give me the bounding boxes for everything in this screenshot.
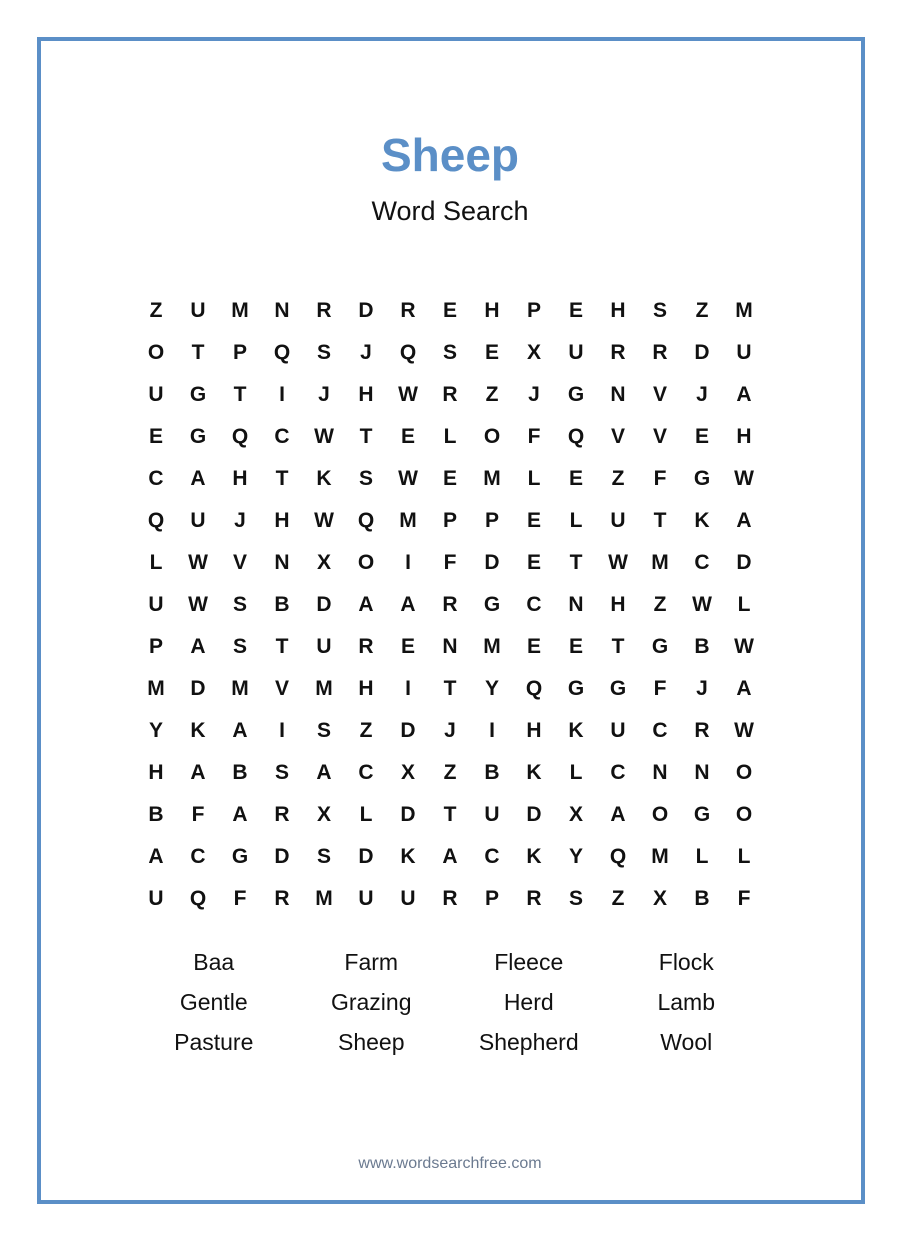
grid-letter[interactable]: I [279, 719, 285, 742]
grid-letter[interactable]: H [610, 593, 626, 616]
grid-letter[interactable]: D [190, 677, 206, 700]
grid-letter[interactable]: A [232, 719, 248, 742]
grid-row [135, 752, 765, 794]
grid-letter[interactable]: M [483, 635, 501, 658]
grid-letter[interactable]: J [696, 677, 708, 700]
grid-letter[interactable]: D [400, 719, 416, 742]
grid-letter[interactable]: E [400, 425, 415, 448]
grid-letter[interactable]: V [232, 551, 247, 574]
grid-letter[interactable]: D [358, 299, 374, 322]
grid-letter[interactable]: C [358, 761, 374, 784]
grid-letter[interactable]: Z [485, 383, 499, 406]
grid-letter[interactable]: K [526, 845, 542, 868]
grid-letter[interactable]: F [233, 887, 247, 910]
grid-letter[interactable]: A [400, 593, 416, 616]
grid-letter[interactable]: G [609, 677, 627, 700]
grid-letter[interactable]: N [652, 761, 668, 784]
grid-letter[interactable]: E [526, 635, 541, 658]
grid-letter[interactable]: G [651, 635, 669, 658]
word-list [135, 942, 765, 1062]
grid-letter[interactable]: O [357, 551, 375, 574]
letter-grid [135, 290, 765, 920]
word-list-item: Lamb [657, 989, 716, 1015]
grid-letter[interactable]: N [274, 299, 290, 322]
grid-letter[interactable]: I [279, 383, 285, 406]
grid-letter[interactable]: V [652, 425, 667, 448]
grid-letter[interactable]: U [610, 719, 626, 742]
grid-row [135, 458, 765, 500]
grid-letter[interactable]: G [567, 677, 585, 700]
grid-letter[interactable]: C [652, 719, 668, 742]
grid-letter[interactable]: U [148, 593, 164, 616]
grid-letter[interactable]: T [569, 551, 583, 574]
grid-letter[interactable]: E [526, 509, 541, 532]
grid-letter[interactable]: G [567, 383, 585, 406]
grid-letter[interactable]: J [528, 383, 540, 406]
grid-letter[interactable]: A [736, 509, 752, 532]
grid-letter[interactable]: S [358, 467, 373, 490]
grid-letter[interactable]: G [189, 383, 207, 406]
grid-letter[interactable]: U [484, 803, 500, 826]
grid-letter[interactable]: X [316, 803, 331, 826]
grid-letter[interactable]: P [442, 509, 457, 532]
grid-letter[interactable]: B [484, 761, 500, 784]
word-list-item: Herd [503, 989, 554, 1015]
word-list-item: Gentle [179, 989, 248, 1015]
grid-letter[interactable]: F [191, 803, 205, 826]
grid-letter[interactable]: T [443, 803, 457, 826]
grid-row [135, 794, 765, 836]
grid-letter[interactable]: D [526, 803, 542, 826]
grid-letter[interactable]: A [610, 803, 626, 826]
grid-letter[interactable]: F [653, 467, 667, 490]
grid-row [135, 710, 765, 752]
grid-letter[interactable]: W [398, 383, 418, 406]
grid-letter[interactable]: T [359, 425, 373, 448]
grid-letter[interactable]: R [358, 635, 374, 658]
grid-letter[interactable]: H [232, 467, 248, 490]
grid-letter[interactable]: B [148, 803, 164, 826]
grid-letter[interactable]: M [231, 677, 249, 700]
grid-letter[interactable]: J [234, 509, 246, 532]
grid-letter[interactable]: Z [695, 299, 709, 322]
grid-letter[interactable]: Z [359, 719, 373, 742]
grid-letter[interactable]: I [405, 551, 411, 574]
grid-letter[interactable]: D [484, 551, 500, 574]
grid-letter[interactable]: U [610, 509, 626, 532]
grid-letter[interactable]: E [148, 425, 163, 448]
grid-letter[interactable]: Y [148, 719, 163, 742]
grid-letter[interactable]: Q [147, 509, 165, 532]
grid-letter[interactable]: S [442, 341, 457, 364]
grid-letter[interactable]: L [527, 467, 541, 490]
grid-letter[interactable]: G [231, 845, 249, 868]
grid-letter[interactable]: E [694, 425, 709, 448]
grid-letter[interactable]: O [735, 761, 753, 784]
grid-letter[interactable]: R [400, 299, 416, 322]
grid-letter[interactable]: H [274, 509, 290, 532]
grid-row [135, 416, 765, 458]
grid-letter[interactable]: A [190, 635, 206, 658]
grid-letter[interactable]: M [399, 509, 417, 532]
grid-letter[interactable]: M [651, 551, 669, 574]
grid-letter[interactable]: F [737, 887, 751, 910]
grid-letter[interactable]: A [190, 467, 206, 490]
grid-letter[interactable]: W [692, 593, 712, 616]
grid-letter[interactable]: D [694, 341, 710, 364]
grid-letter[interactable]: N [274, 551, 290, 574]
grid-letter[interactable]: J [318, 383, 330, 406]
grid-letter[interactable]: Z [149, 299, 163, 322]
word-list-item: Sheep [337, 1029, 405, 1055]
grid-letter[interactable]: R [316, 299, 332, 322]
grid-letter[interactable]: Q [567, 425, 585, 448]
grid-letter[interactable]: G [483, 593, 501, 616]
page-title: Sheep [380, 129, 520, 181]
grid-letter[interactable]: U [358, 887, 374, 910]
grid-letter[interactable]: H [358, 383, 374, 406]
grid-letter[interactable]: Q [357, 509, 375, 532]
word-list-item: Flock [658, 949, 714, 975]
grid-letter[interactable]: T [275, 635, 289, 658]
grid-letter[interactable]: N [694, 761, 710, 784]
grid-row [135, 836, 765, 878]
grid-letter[interactable]: W [734, 719, 754, 742]
grid-letter[interactable]: Q [525, 677, 543, 700]
grid-letter[interactable]: R [442, 887, 458, 910]
grid-row [135, 584, 765, 626]
grid-letter[interactable]: U [316, 635, 332, 658]
grid-letter[interactable]: P [526, 299, 541, 322]
grid-letter[interactable]: C [190, 845, 206, 868]
grid-letter[interactable]: S [568, 887, 583, 910]
grid-row [135, 290, 765, 332]
grid-letter[interactable]: Z [653, 593, 667, 616]
grid-letter[interactable]: F [653, 677, 667, 700]
grid-row [135, 374, 765, 416]
grid-letter[interactable]: W [608, 551, 628, 574]
grid-letter[interactable]: M [315, 677, 333, 700]
grid-letter[interactable]: K [316, 467, 332, 490]
grid-letter[interactable]: W [398, 467, 418, 490]
word-list-item: Pasture [174, 1029, 254, 1055]
grid-letter[interactable]: M [147, 677, 165, 700]
grid-letter[interactable]: L [569, 761, 583, 784]
grid-letter[interactable]: S [652, 299, 667, 322]
grid-letter[interactable]: W [188, 551, 208, 574]
grid-letter[interactable]: P [148, 635, 163, 658]
grid-letter[interactable]: A [442, 845, 458, 868]
grid-letter[interactable]: W [188, 593, 208, 616]
grid-letter[interactable]: Q [189, 887, 207, 910]
grid-letter[interactable]: C [694, 551, 710, 574]
grid-letter[interactable]: P [232, 341, 247, 364]
grid-letter[interactable]: E [442, 467, 457, 490]
word-list-item: Shepherd [478, 1029, 579, 1055]
grid-letter[interactable]: K [400, 845, 416, 868]
grid-letter[interactable]: Y [484, 677, 499, 700]
grid-letter[interactable]: Z [611, 467, 625, 490]
grid-letter[interactable]: T [611, 635, 625, 658]
grid-row [135, 332, 765, 374]
grid-letter[interactable]: V [652, 383, 667, 406]
word-list-row [135, 942, 765, 982]
grid-letter[interactable]: T [275, 467, 289, 490]
grid-letter[interactable]: U [400, 887, 416, 910]
grid-letter[interactable]: K [526, 761, 542, 784]
grid-letter[interactable]: Z [443, 761, 457, 784]
grid-letter[interactable]: D [316, 593, 332, 616]
grid-letter[interactable]: I [405, 677, 411, 700]
grid-letter[interactable]: X [568, 803, 583, 826]
grid-letter[interactable]: L [695, 845, 709, 868]
grid-letter[interactable]: T [233, 383, 247, 406]
word-list-item: Grazing [330, 989, 412, 1015]
grid-letter[interactable]: D [358, 845, 374, 868]
grid-letter[interactable]: E [442, 299, 457, 322]
grid-letter[interactable]: V [274, 677, 289, 700]
grid-letter[interactable]: C [148, 467, 164, 490]
grid-letter[interactable]: H [610, 299, 626, 322]
grid-row [135, 668, 765, 710]
grid-letter[interactable]: S [232, 635, 247, 658]
grid-letter[interactable]: L [569, 509, 583, 532]
grid-letter[interactable]: X [526, 341, 541, 364]
grid-letter[interactable]: Q [609, 845, 627, 868]
grid-letter[interactable]: R [652, 341, 668, 364]
grid-letter[interactable]: X [400, 761, 415, 784]
word-list-row [135, 982, 765, 1022]
grid-letter[interactable]: W [314, 509, 334, 532]
grid-row [135, 878, 765, 920]
grid-letter[interactable]: G [693, 803, 711, 826]
grid-letter[interactable]: O [483, 425, 501, 448]
grid-letter[interactable]: U [190, 299, 206, 322]
grid-letter[interactable]: L [737, 593, 751, 616]
grid-letter[interactable]: C [484, 845, 500, 868]
grid-letter[interactable]: O [147, 341, 165, 364]
grid-letter[interactable]: H [736, 425, 752, 448]
grid-letter[interactable]: N [442, 635, 458, 658]
grid-letter[interactable]: R [442, 383, 458, 406]
grid-letter[interactable]: J [696, 383, 708, 406]
grid-letter[interactable]: U [736, 341, 752, 364]
grid-letter[interactable]: M [231, 299, 249, 322]
grid-letter[interactable]: K [694, 509, 710, 532]
grid-letter[interactable]: Q [231, 425, 249, 448]
grid-letter[interactable]: V [610, 425, 625, 448]
grid-letter[interactable]: U [148, 383, 164, 406]
grid-letter[interactable]: A [232, 803, 248, 826]
grid-letter[interactable]: A [736, 677, 752, 700]
grid-letter[interactable]: S [316, 719, 331, 742]
footer-url: www.wordsearchfree.com [358, 1155, 542, 1172]
grid-letter[interactable]: E [484, 341, 499, 364]
grid-letter[interactable]: L [737, 845, 751, 868]
grid-letter[interactable]: Q [273, 341, 291, 364]
grid-letter[interactable]: G [189, 425, 207, 448]
grid-letter[interactable]: G [693, 467, 711, 490]
grid-letter[interactable]: I [489, 719, 495, 742]
grid-letter[interactable]: C [274, 425, 290, 448]
grid-letter[interactable]: D [400, 803, 416, 826]
grid-letter[interactable]: J [360, 341, 372, 364]
grid-letter[interactable]: R [694, 719, 710, 742]
grid-letter[interactable]: T [191, 341, 205, 364]
grid-letter[interactable]: A [736, 383, 752, 406]
grid-letter[interactable]: L [443, 425, 457, 448]
grid-letter[interactable]: C [610, 761, 626, 784]
grid-letter[interactable]: J [444, 719, 456, 742]
grid-letter[interactable]: K [568, 719, 584, 742]
grid-letter[interactable]: L [149, 551, 163, 574]
word-list-item: Baa [193, 949, 235, 975]
grid-letter[interactable]: S [316, 341, 331, 364]
grid-letter[interactable]: T [653, 509, 667, 532]
grid-letter[interactable]: B [694, 887, 710, 910]
grid-letter[interactable]: N [568, 593, 584, 616]
grid-letter[interactable]: N [610, 383, 626, 406]
grid-letter[interactable]: H [484, 299, 500, 322]
grid-letter[interactable]: U [148, 887, 164, 910]
page-subtitle: Word Search [371, 196, 529, 226]
grid-letter[interactable]: U [568, 341, 584, 364]
grid-letter[interactable]: E [400, 635, 415, 658]
grid-letter[interactable]: Q [399, 341, 417, 364]
grid-letter[interactable]: F [527, 425, 541, 448]
grid-letter[interactable]: R [274, 803, 290, 826]
grid-letter[interactable]: B [274, 593, 290, 616]
grid-letter[interactable]: D [736, 551, 752, 574]
grid-letter[interactable]: O [735, 803, 753, 826]
grid-letter[interactable]: R [274, 887, 290, 910]
grid-row [135, 626, 765, 668]
word-list-row [135, 1022, 765, 1062]
grid-letter[interactable]: A [316, 761, 332, 784]
grid-letter[interactable]: H [148, 761, 164, 784]
grid-letter[interactable]: E [568, 635, 583, 658]
grid-letter[interactable]: W [734, 467, 754, 490]
grid-letter[interactable]: M [315, 887, 333, 910]
grid-letter[interactable]: C [526, 593, 542, 616]
grid-letter[interactable]: E [568, 299, 583, 322]
grid-letter[interactable]: S [232, 593, 247, 616]
word-list-item: Wool [660, 1029, 713, 1055]
word-list-item: Fleece [494, 949, 564, 975]
grid-letter[interactable]: B [232, 761, 248, 784]
grid-letter[interactable]: M [735, 299, 753, 322]
grid-letter[interactable]: R [442, 593, 458, 616]
grid-letter[interactable]: X [316, 551, 331, 574]
word-list-item: Farm [344, 949, 399, 975]
grid-letter[interactable]: E [568, 467, 583, 490]
grid-letter[interactable]: Y [568, 845, 583, 868]
grid-letter[interactable]: P [484, 509, 499, 532]
grid-letter[interactable]: O [651, 803, 669, 826]
grid-letter[interactable]: S [316, 845, 331, 868]
grid-letter[interactable]: D [274, 845, 290, 868]
grid-letter[interactable]: H [526, 719, 542, 742]
grid-letter[interactable]: T [443, 677, 457, 700]
grid-letter[interactable]: E [526, 551, 541, 574]
grid-letter[interactable]: P [484, 887, 499, 910]
grid-letter[interactable]: X [652, 887, 667, 910]
grid-row [135, 500, 765, 542]
grid-letter[interactable]: K [190, 719, 206, 742]
grid-letter[interactable]: R [610, 341, 626, 364]
grid-row [135, 542, 765, 584]
grid-letter[interactable]: F [443, 551, 457, 574]
grid-letter[interactable]: M [651, 845, 669, 868]
grid-letter[interactable]: W [314, 425, 334, 448]
grid-letter[interactable]: S [274, 761, 289, 784]
grid-letter[interactable]: A [190, 761, 206, 784]
grid-letter[interactable]: A [148, 845, 164, 868]
grid-letter[interactable]: Z [611, 887, 625, 910]
grid-letter[interactable]: H [358, 677, 374, 700]
grid-letter[interactable]: B [694, 635, 710, 658]
grid-letter[interactable]: R [526, 887, 542, 910]
grid-letter[interactable]: W [734, 635, 754, 658]
grid-letter[interactable]: M [483, 467, 501, 490]
grid-letter[interactable]: L [359, 803, 373, 826]
grid-letter[interactable]: U [190, 509, 206, 532]
grid-letter[interactable]: A [358, 593, 374, 616]
